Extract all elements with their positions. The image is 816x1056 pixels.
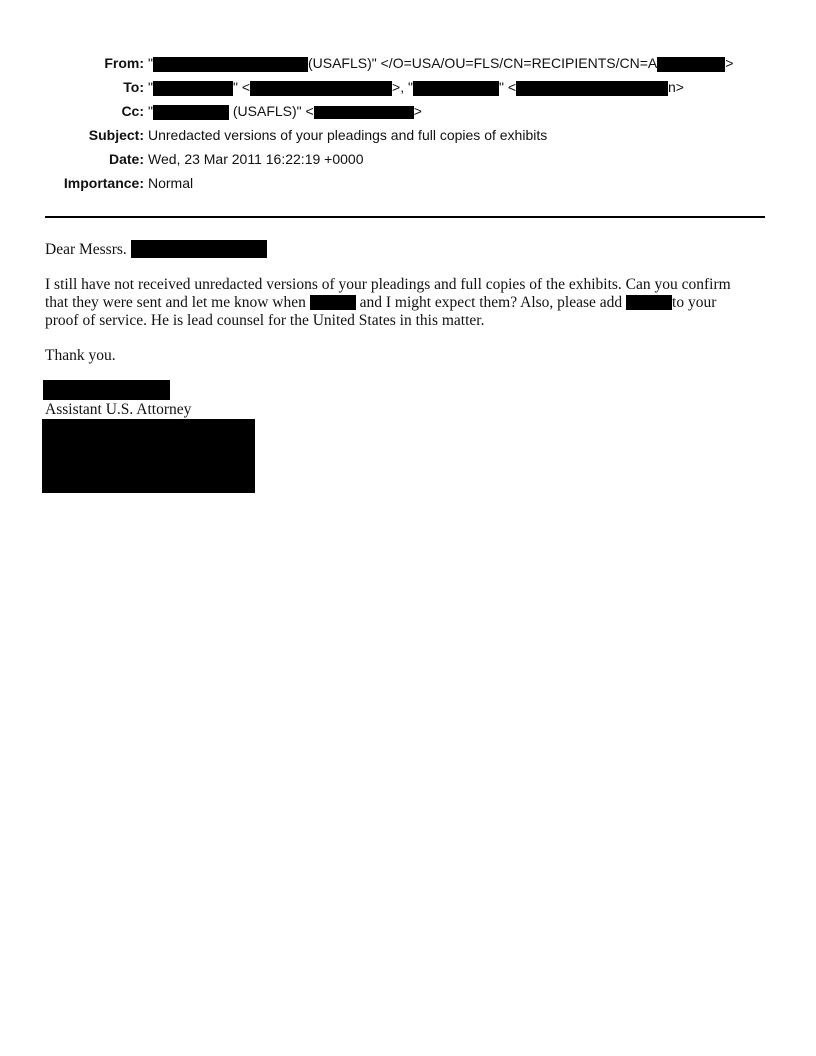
cc-label: Cc:: [121, 103, 144, 119]
redaction-block: [153, 81, 233, 96]
body-line-1: I still have not received unredacted versions of your pleadings and full copies of the exhibits. Can you confirm: [45, 276, 731, 293]
from-close: >: [725, 55, 734, 71]
body-line-2-a: that they were sent and let me know when: [45, 294, 306, 311]
redaction-block: [626, 295, 672, 310]
cc-quote: ": [148, 103, 153, 119]
cc-close: >: [413, 103, 422, 119]
to-sep-2: >, ": [392, 79, 413, 95]
importance-label: Importance:: [63, 175, 144, 191]
cc-address: (USAFLS)" <: [228, 103, 314, 119]
importance-value: Normal: [148, 175, 194, 191]
to-sep-1: " <: [232, 79, 251, 95]
signature-title: Assistant U.S. Attorney: [45, 401, 192, 418]
importance-row: [0, 172, 816, 194]
body-line-3: proof of service. He is lead counsel for the United States in this matter.: [45, 312, 485, 329]
subject-value: Unredacted versions of your pleadings and full copies of exhibits: [148, 127, 548, 143]
to-sep-3: " <: [498, 79, 517, 95]
thanks-text: Thank you.: [45, 347, 116, 364]
redaction-block: [516, 81, 668, 96]
body-line-2-b: and I might expect them? Also, please add: [359, 294, 623, 311]
redaction-block: [310, 295, 356, 310]
body-line-2: [45, 294, 765, 312]
signature-name-redaction: [43, 380, 170, 400]
to-quote: ": [148, 79, 153, 95]
greeting-line: [45, 240, 765, 258]
redaction-block: [131, 240, 267, 258]
signature-contact-redaction: [42, 419, 255, 493]
body-line-2-c: to your: [672, 294, 717, 311]
redaction-block: [657, 57, 725, 72]
subject-row: [0, 124, 816, 146]
date-label: Date:: [108, 151, 144, 167]
to-row: [0, 76, 816, 98]
from-quote: ": [148, 55, 153, 71]
redaction-block: [153, 105, 229, 120]
to-value: [148, 76, 684, 98]
from-label: From:: [104, 55, 144, 71]
subject-label: Subject:: [88, 127, 144, 143]
greeting: Dear Messrs.: [45, 241, 127, 258]
thanks-line: [45, 347, 765, 365]
to-label: To:: [123, 79, 144, 95]
from-row: [0, 52, 816, 74]
header-divider: [45, 216, 765, 218]
from-address: (USAFLS)" </O=USA/OU=FLS/CN=RECIPIENTS/CN=A: [307, 55, 658, 71]
signature-title-line: [45, 401, 765, 419]
redaction-block: [314, 106, 414, 119]
body-paragraph: [45, 276, 765, 330]
to-close: n>: [668, 79, 684, 95]
redaction-block: [250, 81, 392, 96]
from-value: [148, 52, 733, 74]
redaction-block: [413, 81, 499, 96]
date-value: Wed, 23 Mar 2011 16:22:19 +0000: [148, 151, 364, 167]
date-row: [0, 148, 816, 170]
cc-value: [148, 100, 422, 122]
cc-row: [0, 100, 816, 122]
redaction-block: [153, 57, 308, 72]
